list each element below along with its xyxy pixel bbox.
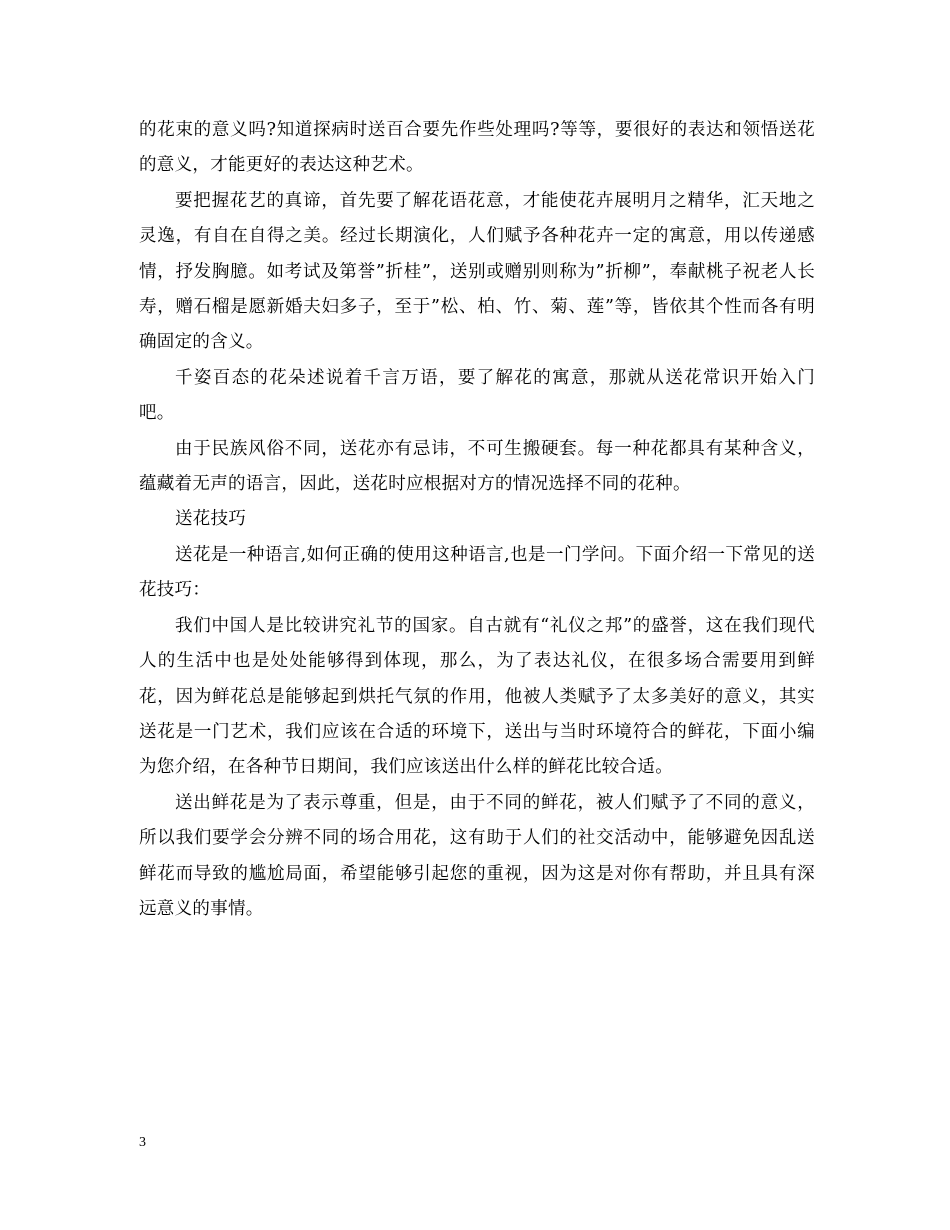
paragraph-7: 我们中国人是比较讲究礼节的国家。自古就有“礼仪之邦”的盛誉，这在我们现代人的生活中也是处处能够得到体现，那么，为了表达礼仪，在很多场合需要用到鲜花，因为鲜花总是能够起到烘托气氛的作用，他被人类赋予了太多美好的意义，其实送花是一门艺术，我们应该在合适的环境下，送出与当时环境符合的鲜花，下面小编为您介绍，在各种节日期间，我们应该送出什么样的鲜花比较合适。 [139, 615, 815, 778]
paragraph-3: 千姿百态的花朵述说着千言万语，要了解花的寓意，那就从送花常识开始入门吧。 [139, 367, 815, 424]
page-number: 3 [139, 1135, 146, 1150]
paragraph-1: 的花束的意义吗?知道探病时送百合要先作些处理吗?等等，要很好的表达和领悟送花的意义，才能更好的表达这种艺术。 [139, 120, 815, 176]
paragraph-4: 由于民族风俗不同，送花亦有忌讳，不可生搬硬套。每一种花都具有某种含义，蕴藏着无声的语言，因此，送花时应根据对方的情况选择不同的花种。 [139, 438, 815, 495]
paragraph-6: 送花是一种语言,如何正确的使用这种语言,也是一门学问。下面介绍一下常见的送花技巧： [139, 544, 815, 601]
paragraph-8: 送出鲜花是为了表示尊重，但是，由于不同的鲜花，被人们赋予了不同的意义，所以我们要学会分辨不同的场合用花，这有助于人们的社交活动中，能够避免因乱送鲜花而导致的尴尬局面，希望能够引起您的重视，因为这是对你有帮助，并且具有深远意义的事情。 [139, 792, 815, 919]
section-heading: 送花技巧 [175, 509, 247, 530]
paragraph-2: 要把握花艺的真谛，首先要了解花语花意，才能使花卉展明月之精华，汇天地之灵逸，有自在自得之美。经过长期演化，人们赋予各种花卉一定的寓意，用以传递感情，抒发胸臆。如考试及第誉”折桂”，送别或赠别则称为”折柳”，奉献桃子祝老人长寿，赠石榴是愿新婚夫妇多子，至于”松、柏、竹、菊、莲”等，皆依其个性而各有明确固定的含义。 [139, 190, 815, 353]
document-body [139, 113, 815, 927]
